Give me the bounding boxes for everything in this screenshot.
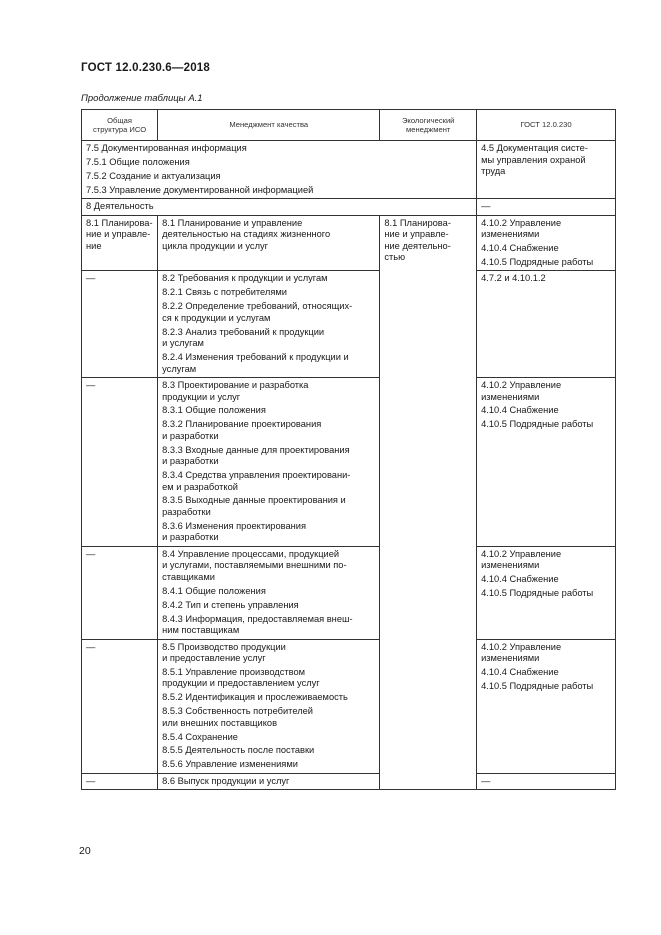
cell-8-1-environmental <box>380 215 477 790</box>
gost-line: 4.10.4 Снабжение <box>481 574 559 585</box>
clause-line: 8.4.2 Тип и степень управления <box>162 599 299 610</box>
cell-line: 8.1 Планирова- <box>384 217 451 228</box>
clause-line: продукции и услуг <box>162 391 241 402</box>
clause-line: 8.2.4 Изменения требований к продукции и <box>162 352 349 363</box>
table-row-8 <box>82 199 616 216</box>
cell-8-main: 8 Деятельность <box>82 199 477 216</box>
header-quality-management <box>158 110 380 141</box>
clause-line: 8.5.5 Деятельность после поставки <box>162 745 315 756</box>
clause-line: 8.3.2 Планирование проектирования <box>162 419 322 430</box>
clause-line: и разработки <box>162 430 219 441</box>
cell-8-2-quality <box>158 271 380 378</box>
gost-reference <box>481 667 611 679</box>
clause-item <box>162 732 375 744</box>
gost-line: 4.10.4 Снабжение <box>481 666 559 677</box>
clause-item <box>162 667 375 690</box>
cell-line: 4.5 Документация систе- <box>481 143 588 153</box>
clause-item <box>162 380 375 403</box>
clause-item: 7.5.3 Управление документированной информацией <box>86 184 314 195</box>
clause-item <box>162 495 375 518</box>
gost-reference <box>481 218 611 241</box>
clause-line: ставщиками <box>162 571 215 582</box>
clause-item <box>162 706 375 729</box>
cell-line: ние и управле- <box>384 229 449 240</box>
cell-8-1-quality <box>158 215 380 271</box>
gost-line: 4.10.5 Подрядные работы <box>481 680 594 691</box>
clause-line: 8.2.2 Определение требований, относящих- <box>162 301 353 312</box>
gost-line: 4.10.2 Управление <box>481 380 562 391</box>
cell-7-5-gost <box>477 141 616 199</box>
header-gost-12-0-230 <box>477 110 616 141</box>
clause-line: 8.5.1 Управление производством <box>162 666 306 677</box>
gost-line: изменениями <box>481 560 540 571</box>
clause-line: 8.4.3 Информация, предоставляемая внеш- <box>162 613 353 624</box>
cell-line: ние <box>86 240 102 251</box>
clause-line: 8.5.3 Собственность потребителей <box>162 706 313 717</box>
clause-item <box>162 586 375 598</box>
correspondence-table <box>81 109 616 790</box>
clause-item <box>162 470 375 493</box>
table-row-8-2 <box>82 271 616 378</box>
clause-line: и предоставление услуг <box>162 653 266 664</box>
clause-item: 7.5.2 Создание и актуализация <box>86 170 221 181</box>
clause-line: и разработки <box>162 456 219 467</box>
cell-line: цикла продукции и услуг <box>162 240 269 251</box>
gost-reference <box>481 642 611 665</box>
clause-line: 8.5 Производство продукции <box>162 641 286 652</box>
clause-item <box>162 445 375 468</box>
cell-8-5-gost <box>477 639 616 773</box>
clause-line: продукции и предоставлением услуг <box>162 678 320 689</box>
table-header-row <box>82 110 616 141</box>
gost-line: 4.10.5 Подрядные работы <box>481 419 594 430</box>
clause-line: 8.3 Проектирование и разработка <box>162 380 309 391</box>
clause-line: 8.3.1 Общие положения <box>162 405 266 416</box>
cell-line: 8.1 Планирова- <box>86 217 153 228</box>
cell-line: ГОСТ 12.0.230 <box>520 120 572 130</box>
table-row-8-3 <box>82 378 616 547</box>
clause-item <box>162 642 375 665</box>
clause-item <box>162 745 375 757</box>
clause-item <box>162 419 375 442</box>
clause-item <box>162 327 375 350</box>
cell-8-2-iso: — <box>82 271 158 378</box>
clause-line: ся к продукции и услугам <box>162 312 271 323</box>
cell-8-3-gost <box>477 378 616 547</box>
clause-line: 8.4.1 Общие положения <box>162 585 266 596</box>
cell-8-3-iso: — <box>82 378 158 547</box>
table-row-8-6 <box>82 773 616 790</box>
cell-line: 4.7.2 и 4.10.1.2 <box>481 273 546 284</box>
clause-line: услугам <box>162 363 197 374</box>
clause-line: 8.3.6 Изменения проектирования <box>162 520 307 531</box>
gost-reference <box>481 681 611 693</box>
cell-line: Менеджмент качества <box>229 120 309 130</box>
clause-line: 8.5.4 Сохранение <box>162 731 238 742</box>
clause-line: 8.5.2 Идентификация и прослеживаемость <box>162 692 348 703</box>
clause-item <box>162 759 375 771</box>
gost-reference <box>481 380 611 403</box>
table-row-8-5 <box>82 639 616 773</box>
gost-reference <box>481 549 611 572</box>
gost-line: 4.10.2 Управление <box>481 548 562 559</box>
clause-line: 8.3.5 Выходные данные проектирования и <box>162 495 346 506</box>
gost-line: 4.10.4 Снабжение <box>481 243 559 254</box>
cell-8-6-quality: 8.6 Выпуск продукции и услуг <box>158 773 380 790</box>
cell-8-1-gost <box>477 215 616 271</box>
cell-8-4-iso: — <box>82 546 158 639</box>
clause-line: ем и разработкой <box>162 481 238 492</box>
cell-8-1-iso <box>82 215 158 271</box>
document-header: ГОСТ 12.0.230.6—2018 <box>81 62 210 74</box>
gost-line: 4.10.4 Снабжение <box>481 405 559 416</box>
clause-line: 8.3.4 Средства управления проектировани- <box>162 470 351 481</box>
cell-line: 8.1 Планирование и управление <box>162 217 303 228</box>
gost-line: 4.10.2 Управление <box>481 217 562 228</box>
clause-line: 8.3.3 Входные данные для проектирования <box>162 444 350 455</box>
header-iso-structure <box>82 110 158 141</box>
clause-line: ним поставщикам <box>162 625 240 636</box>
gost-line: изменениями <box>481 653 540 664</box>
cell-line: Общая <box>107 115 132 125</box>
clause-item: 7.5 Документированная информация <box>86 143 247 153</box>
cell-line: Экологический <box>401 115 455 125</box>
gost-line: изменениями <box>481 229 540 240</box>
cell-8-4-gost <box>477 546 616 639</box>
cell-7-5-main <box>82 141 477 199</box>
table-row-7-5 <box>82 141 616 199</box>
table-caption: Продолжение таблицы А.1 <box>81 93 203 104</box>
cell-line: ние деятельно- <box>384 240 451 251</box>
clause-line: 8.5.6 Управление изменениями <box>162 759 298 770</box>
gost-reference <box>481 257 611 269</box>
clause-item <box>162 692 375 704</box>
page-number: 20 <box>79 845 91 857</box>
cell-8-5-iso: — <box>82 639 158 773</box>
header-environmental-management <box>380 110 477 141</box>
cell-8-5-quality <box>158 639 380 773</box>
cell-8-6-iso: — <box>82 773 158 790</box>
cell-8-4-quality <box>158 546 380 639</box>
clause-line: 8.2.1 Связь с потребителями <box>162 287 287 298</box>
table-row-8-1 <box>82 215 616 271</box>
cell-line: мы управления охраной <box>481 154 586 165</box>
gost-reference <box>481 588 611 600</box>
clause-item <box>162 521 375 544</box>
clause-item <box>162 287 375 299</box>
clause-item <box>162 352 375 375</box>
cell-line: стью <box>384 252 406 263</box>
cell-line: менеджмент <box>406 125 451 134</box>
cell-8-6-gost: — <box>477 773 616 790</box>
gost-line: 4.10.2 Управление <box>481 641 562 652</box>
gost-reference <box>481 405 611 417</box>
cell-line: труда <box>481 166 506 176</box>
clause-line: или внешних поставщиков <box>162 717 278 728</box>
clause-item <box>162 273 375 285</box>
clause-item <box>162 405 375 417</box>
gost-reference <box>481 574 611 586</box>
cell-line: структура ИСО <box>92 125 147 134</box>
gost-reference <box>481 419 611 431</box>
gost-line: 4.10.5 Подрядные работы <box>481 256 594 267</box>
clause-item <box>162 549 375 584</box>
cell-8-3-quality <box>158 378 380 547</box>
clause-line: 8.2.3 Анализ требований к продукции <box>162 326 325 337</box>
cell-line: деятельностью на стадиях жизненного <box>162 229 331 240</box>
clause-line: и разработки <box>162 532 219 543</box>
cell-8-2-gost <box>477 271 616 378</box>
table-row-8-4 <box>82 546 616 639</box>
clause-item <box>162 301 375 324</box>
clause-item: 7.5.1 Общие положения <box>86 156 190 167</box>
gost-reference <box>481 243 611 255</box>
clause-item <box>162 614 375 637</box>
cell-8-gost: — <box>477 199 616 216</box>
clause-line: и услугам <box>162 338 204 349</box>
gost-line: изменениями <box>481 391 540 402</box>
clause-line: 8.2 Требования к продукции и услугам <box>162 273 328 284</box>
clause-line: 8.4 Управление процессами, продукцией <box>162 548 340 559</box>
cell-line: ние и управле- <box>86 229 151 240</box>
clause-item <box>162 600 375 612</box>
clause-line: и услугами, поставляемыми внешними по- <box>162 560 347 571</box>
clause-line: разработки <box>162 506 211 517</box>
gost-line: 4.10.5 Подрядные работы <box>481 588 594 599</box>
